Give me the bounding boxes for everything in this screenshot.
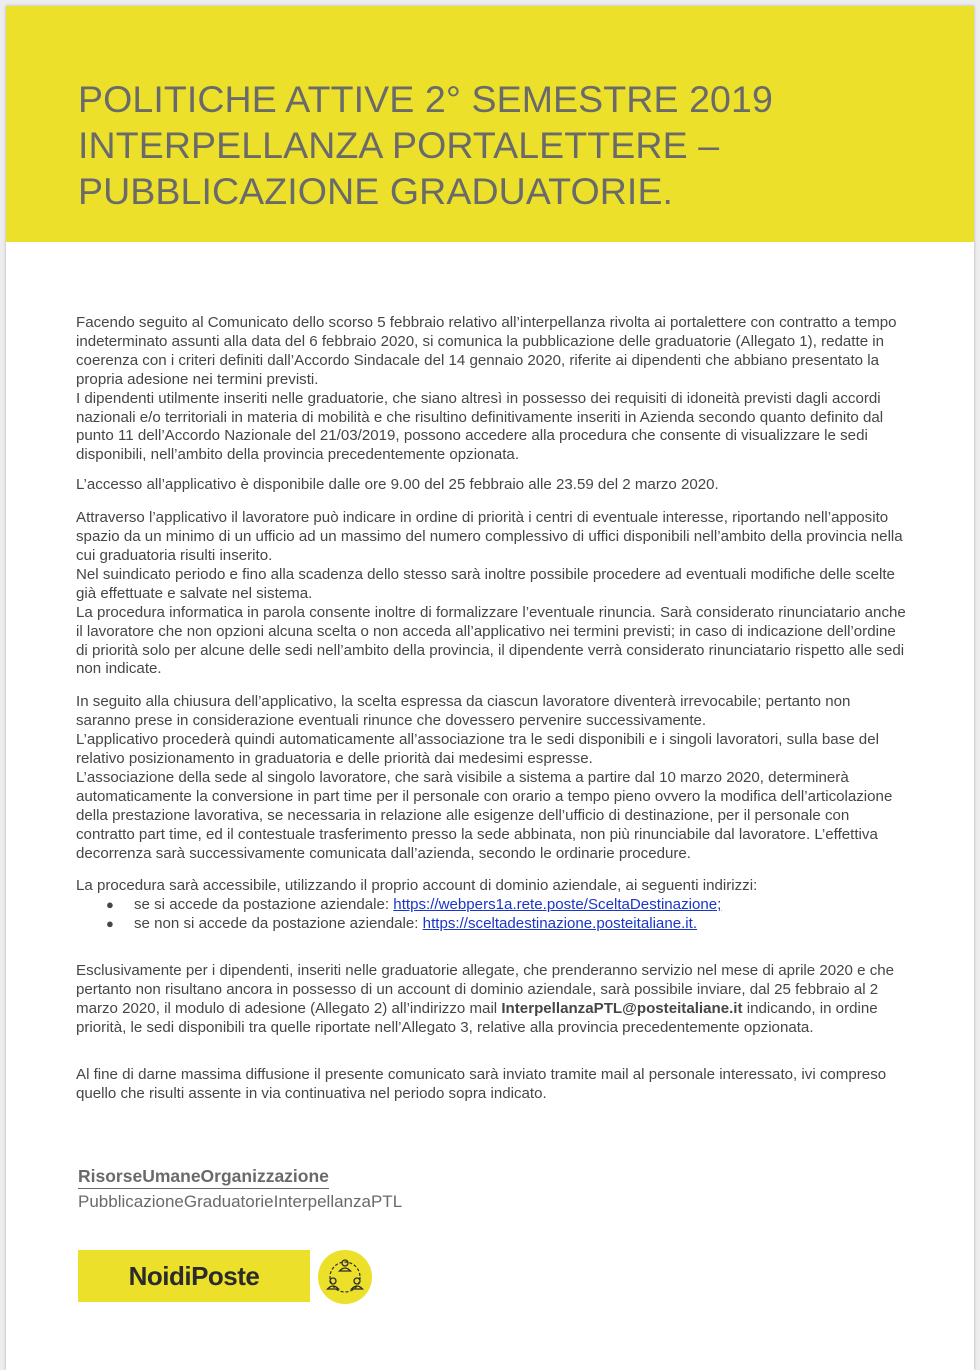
email-address[interactable]: InterpellanzaPTL@posteitaliane.it — [501, 1000, 743, 1017]
paragraph: La procedura sarà accessibile, utilizzando il proprio account di dominio aziendale, ai seguenti indirizzi: — [76, 877, 758, 895]
signature-subtitle: PubblicazioneGraduatorieInterpellanzaPTL — [78, 1192, 403, 1211]
paragraph: Nel suindicato periodo e fino alla scadenza dello stesso sarà inoltre possibile procedere ad eventuali modifiche delle scelte già effettuate e salvate nel sistema. — [76, 565, 895, 602]
paragraph: Al fine di darne massima diffusione il presente comunicato sarà inviato tramite mail al personale interessato, ivi compreso quello che risulti assente in via continuativa nel periodo sopra indicato. — [76, 1065, 887, 1102]
title-line: POLITICHE ATTIVE 2° SEMESTRE 2019 — [78, 78, 773, 120]
paragraph-text: Esclusivamente per i dipendenti, inseriti nelle graduatorie allegate, che prenderanno servizio nel mese di aprile 2020 e che pertanto non risultano ancora in possesso di un account di dominio aziendale, sarà possibile inviare, dal 25 febbraio al 2 marzo 2020, il modulo di adesione (Allegato 2) all’indirizzo mail — [76, 962, 895, 1017]
sceltadestinazione-link[interactable]: https://sceltadestinazione.posteitaliane.it. — [422, 915, 698, 933]
noidiposte-logo — [78, 1250, 310, 1302]
bullet-icon: ● — [106, 897, 114, 913]
title-line: INTERPELLANZA PORTALETTERE – — [78, 124, 720, 166]
webpers-link[interactable]: https://webpers1a.rete.poste/SceltaDestinazione; — [393, 896, 722, 914]
logo-text: NoidiPoste — [128, 1260, 260, 1291]
page-title — [78, 76, 938, 214]
paragraph: L’associazione della sede al singolo lavoratore, che sarà visibile a sistema a partire dal 10 marzo 2020, determinerà automaticamente la conversione in part time per il personale con orario a tempo pieno ovvero la modifica dell’articolazione della prestazione lavorativa, se necessaria in relazione alle esigenze dell’ufficio di destinazione, per il personale con contratto part time, ed il contestuale trasferimento presso la sede abbinata, non più rinunciabile dal lavoratore. L’effettiva decorrenza sarà successivamente comunicata dall’azienda, secondo le ordinarie procedure. — [76, 768, 893, 862]
document-body — [76, 314, 906, 1104]
link-list — [76, 896, 906, 934]
paragraph: Attraverso l’applicativo il lavoratore può indicare in ordine di priorità i centri di eventuale interesse, riportando nell’apposito spazio da un minimo di un ufficio ad un massimo del numero complessivo di uffici disponibili nell’ambito della provincia nella cui graduatoria risulti inserito. — [76, 509, 903, 564]
list-item — [76, 915, 906, 934]
bullet-icon: ● — [106, 916, 114, 932]
title-line: PUBBLICAZIONE GRADUATORIE. — [78, 170, 674, 212]
link-label: se si accede da postazione aziendale: — [134, 896, 390, 914]
paragraph — [76, 962, 906, 1038]
paragraph: L’applicativo procederà quindi automaticamente all’associazione tra le sedi disponibili e i singoli lavoratori, sulla base del relativo posizionamento in graduatoria e delle priorità dai medesimi espresse. — [76, 731, 879, 768]
signature-tag: RisorseUmaneOrganizzazione — [78, 1166, 329, 1189]
paragraph: La procedura informatica in parola consente inoltre di formalizzare l’eventuale rinuncia. Sarà considerato rinunciatario anche il lavoratore che non opzioni alcuna scelta o non acceda all’applicativo nei termini previsti; in caso di indicazione dell’ordine di priorità solo per alcune delle sedi nell’ambito della provincia, il dipendente verrà considerato rinunciatario rispetto alle sedi non indicate. — [76, 603, 906, 678]
paragraph: I dipendenti utilmente inseriti nelle graduatorie, che siano altresì in possesso dei requisiti di idoneità previsti dagli accordi nazionali e/o territoriali in materia di mobilità e che risultino definitivamente inseriti in Azienda secondo quanto definito dal punto 11 dell’Accordo Nazionale del 21/03/2019, possono accedere alla procedura che consente di visualizzare le sedi disponibili, nell’ambito della provincia precedentemente opzionata. — [76, 389, 884, 464]
people-network-icon — [318, 1250, 372, 1304]
paragraph-text: indicando, in ordine priorità, le sedi disponibili tra quelle riportate nell’Allegato 3, relative alla provincia precedentemente opzionata. — [76, 1000, 878, 1036]
paragraph: In seguito alla chiusura dell’applicativo, la scelta espressa da ciascun lavoratore diventerà irrevocabile; pertanto non saranno prese in considerazione eventuali rinunce che dovessero pervenire successivamente. — [76, 693, 851, 730]
link-label: se non si accede da postazione aziendale: — [134, 915, 419, 933]
paragraph: L’accesso all’applicativo è disponibile dalle ore 9.00 del 25 febbraio alle 23.59 del 2 marzo 2020. — [76, 476, 719, 494]
title-banner — [6, 6, 974, 242]
paragraph: Facendo seguito al Comunicato dello scorso 5 febbraio relativo all’interpellanza rivolta ai portalettere con contratto a tempo indeterminato assunti alla data del 6 febbraio 2020, si comunica la pubblicazione delle graduatorie (Allegato 1), redatte in coerenza con i criteri definiti dall’Accordo Sindacale del 14 gennaio 2020, riferite ai dipendenti che abbiano presentato la propria adesione nei termini previsti. — [76, 314, 897, 388]
document-page — [6, 6, 974, 1370]
list-item — [76, 896, 906, 915]
